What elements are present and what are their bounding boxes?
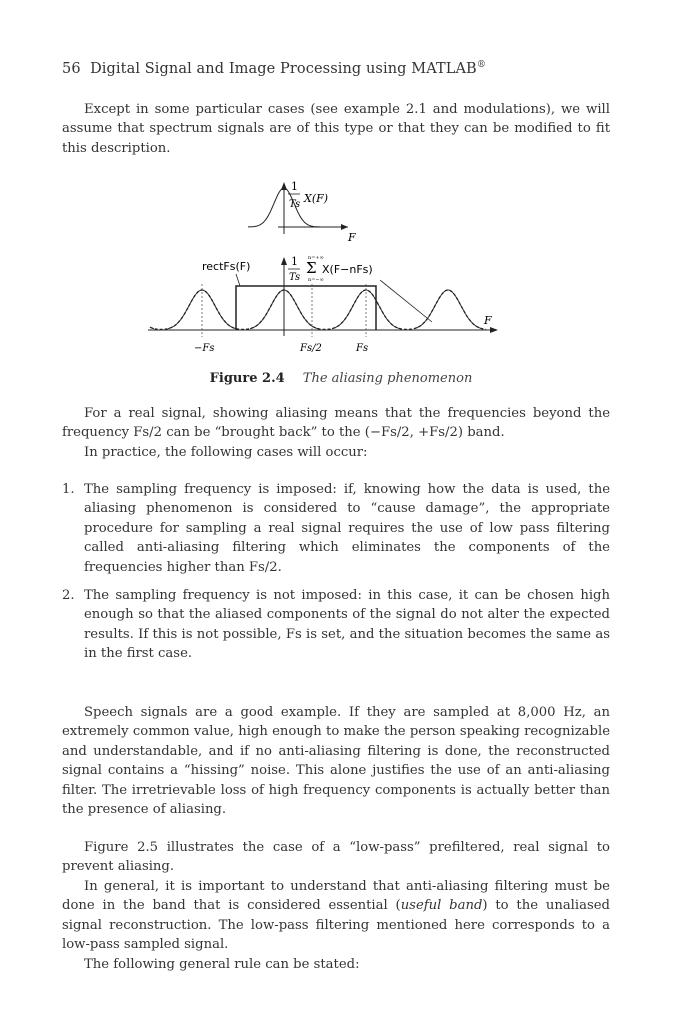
cases-list	[62, 480, 610, 673]
spectrum-plot	[248, 180, 356, 244]
useful-band-term: useful band	[400, 898, 483, 914]
top-label-den: Ts	[289, 199, 301, 210]
top-label-num: 1	[291, 180, 298, 193]
paragraph-practice: In practice, the following cases will occur:	[84, 445, 368, 460]
caption-text: The aliasing phenomenon	[302, 371, 473, 386]
page-number: 56	[62, 60, 81, 77]
paragraph-general: In general, it is important to understand that anti-aliasing filtering must be done in the band that is considered essential (useful band) to the unaliased signal reconstruction. The low-pass filtering mentioned here corresponds to a low-pass sampled signal.	[62, 879, 610, 953]
running-title: Digital Signal and Image Processing using MATLAB	[90, 60, 477, 77]
sum-label-num: 1	[291, 255, 298, 268]
tick-fs-half: Fs/2	[300, 343, 322, 354]
rect-window	[236, 286, 376, 330]
top-label-fn: X(F)	[304, 192, 329, 205]
sum-fn-label: X(F−nFs)	[322, 263, 373, 276]
aliased-sum-curve	[150, 290, 486, 329]
svg-text:Σ: Σ	[306, 259, 317, 277]
sum-upper-limit: n=+∞	[308, 255, 324, 261]
top-axis-label: F	[348, 231, 356, 244]
paragraph-rule: The following general rule can be stated:	[84, 957, 360, 972]
paragraph-aliasing-real: For a real signal, showing aliasing means that the frequencies beyond the frequency Fs/2 can be “brought back” to the (−Fs/2, +Fs/2) band.	[62, 406, 610, 441]
aliased-spectrum-plot	[148, 255, 498, 354]
aliasing-figure	[140, 172, 510, 362]
tick-fs: Fs	[356, 343, 369, 354]
page-header	[62, 60, 486, 77]
shifted-spectra-curves	[150, 290, 482, 329]
bottom-axis-label: F	[484, 314, 492, 327]
registered-mark: ®	[476, 60, 486, 70]
paragraph-figure-2-5: Figure 2.5 illustrates the case of a “low-pass” prefiltered, real signal to prevent aliasing.	[62, 840, 610, 875]
list-item: 2. The sampling frequency is not imposed: in this case, it can be chosen high enough so that the aliased components of the signal do not alter the expected results. If this is not possible, Fs is set, and the situation becomes the same as in the first case.	[62, 588, 610, 662]
list-item: 1. The sampling frequency is imposed: if, knowing how the data is used, the aliasing phenomenon is considered to “cause damage”, the appropriate procedure for sampling a real signal requires the use of low pass filtering called anti-aliasing filtering which eliminates the components of the frequencies higher than Fs/2.	[62, 482, 610, 575]
paragraph-speech: Speech signals are a good example. If they are sampled at 8,000 Hz, an extremely common value, high enough to make the person speaking recognizable and understandable, and if no anti-aliasing filtering is done, the reconstructed signal contains a “hissing” noise. This alone justifies the use of an anti-aliasing filter. The irretrievable loss of high frequency components is actually better than the presence of aliasing.	[62, 705, 610, 818]
tick-neg-fs: −Fs	[194, 343, 215, 354]
sum-lower-limit: n=−∞	[308, 277, 324, 283]
figure-caption	[0, 371, 682, 386]
caption-label: Figure 2.4	[209, 371, 285, 386]
intro-paragraph: Except in some particular cases (see example 2.1 and modulations), we will assume that spectrum signals are of this type or that they can be modified to fit this description.	[62, 102, 610, 156]
sum-label-den: Ts	[289, 272, 301, 283]
rect-label: rectFs(F)	[202, 260, 251, 273]
